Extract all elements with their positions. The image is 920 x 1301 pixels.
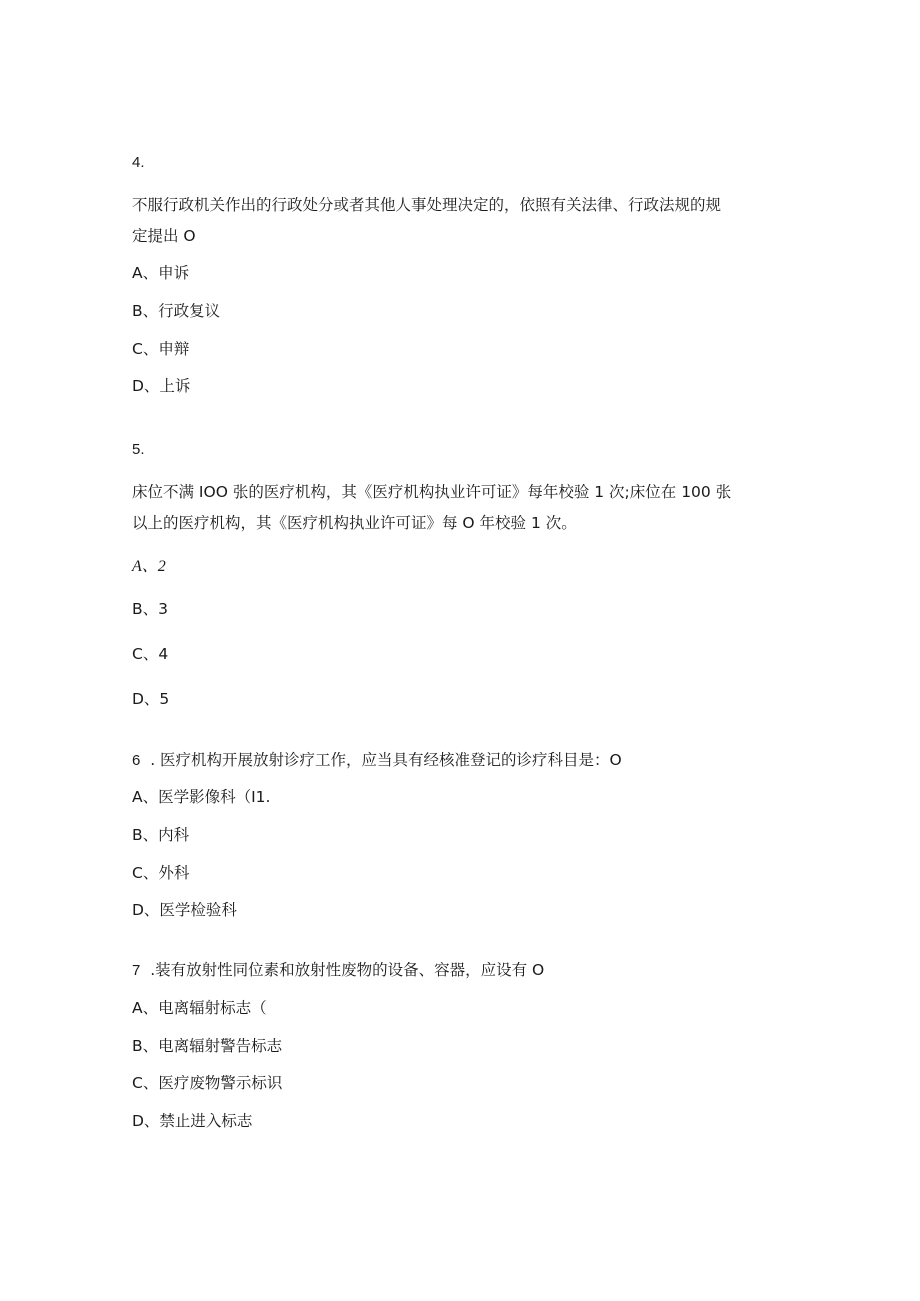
question-6-option-d: D、医学检验科	[132, 901, 237, 919]
question-6-stem	[132, 750, 622, 771]
question-4-option-c: C、申辩	[132, 340, 190, 358]
question-4-number: 4.	[132, 154, 145, 171]
question-4-stem-line-2: 定提出 O	[132, 227, 196, 245]
question-5-option-d: D、5	[132, 690, 170, 708]
question-5-option-b: B、3	[132, 600, 168, 618]
question-4-option-a: A、申诉	[132, 264, 190, 282]
question-7-option-d: D、禁止进入标志	[132, 1112, 253, 1130]
question-7-number: 7	[132, 962, 141, 979]
question-7-option-a: A、电离辐射标志（	[132, 999, 267, 1017]
question-7-option-c: C、医疗废物警示标识	[132, 1074, 283, 1092]
question-5-option-c: C、4	[132, 645, 169, 663]
question-4-option-b: B、行政复议	[132, 302, 221, 320]
question-7-option-b: B、电离辐射警告标志	[132, 1037, 283, 1055]
question-6-option-a: A、医学影像科（I1.	[132, 788, 271, 806]
question-6-option-c: C、外科	[132, 864, 190, 882]
question-6-stem-text: . 医疗机构开展放射诊疗工作，应当具有经核准登记的诊疗科目是：O	[150, 751, 622, 769]
question-7-stem	[132, 960, 544, 981]
question-6-number: 6	[132, 752, 141, 769]
question-5-stem-line-1: 床位不满 IOO 张的医疗机构，其《医疗机构执业许可证》每年校验 1 次;床位在 100 张	[132, 483, 732, 501]
question-7-stem-text: .装有放射性同位素和放射性废物的设备、容器，应设有 O	[150, 961, 545, 979]
question-6-option-b: B、内科	[132, 826, 190, 844]
question-5-stem-line-2: 以上的医疗机构，其《医疗机构执业许可证》每 O 年校验 1 次。	[132, 514, 577, 532]
question-4-option-d: D、上诉	[132, 377, 191, 395]
question-5-option-a: A、2	[132, 558, 166, 575]
question-5-number: 5.	[132, 441, 145, 458]
question-4-stem-line-1: 不服行政机关作出的行政处分或者其他人事处理决定的，依照有关法律、行政法规的规	[132, 196, 722, 214]
